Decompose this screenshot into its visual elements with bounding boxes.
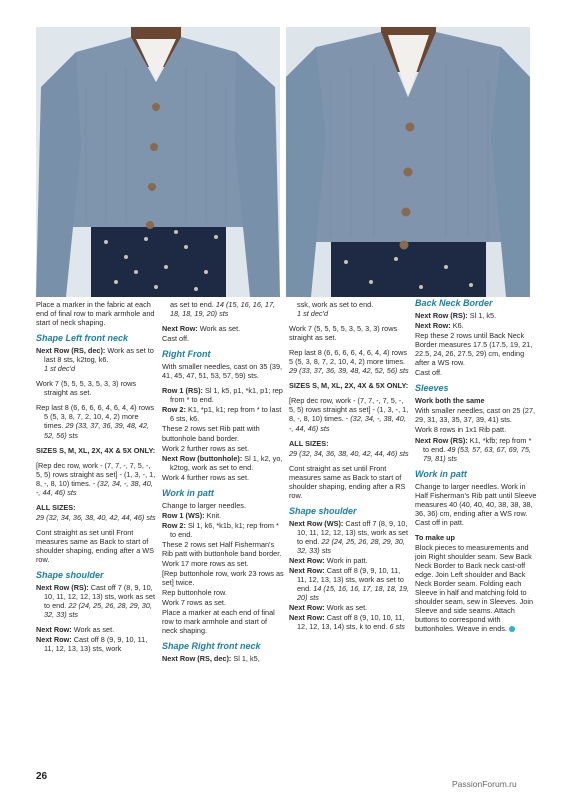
end-dot-icon	[509, 626, 515, 632]
instruction-row: ssk, work as set to end. 1 st dec'd	[297, 300, 374, 319]
instruction-row: Next Row (RS, dec): Work as set to last 8 sts, k2tog, k6. 1 st dec'd	[36, 346, 154, 374]
instruction-row: Rep last 8 (6, 6, 6, 6, 4, 6, 4, 4) rows 5 (5, 3, 8, 7, 2, 10, 4, 2) more times. 29 (33, 37, 36, 39, 48, 42, 52, 56) sts	[36, 403, 155, 440]
instruction-row: Cast off.	[162, 334, 190, 344]
heading-work-in-patt: Work in patt	[415, 468, 467, 479]
instruction-row: Next Row: Cast off 8 (9, 9, 10, 11, 11, 12, 13, 13) sts, work	[36, 635, 148, 654]
heading-shape-shoulder: Shape shoulder	[289, 505, 357, 516]
watermark: PassionForum.ru	[452, 779, 517, 789]
heading-work-in-patt: Work in patt	[162, 487, 214, 498]
sizes-heading: SIZES S, M, XL, 2X, 4X & 5X ONLY:	[289, 381, 409, 391]
instruction-row: Next Row (RS, dec): Sl 1, k5,	[162, 654, 260, 664]
instruction-row: These 2 rows set Rib patt with buttonhole band border.	[162, 424, 260, 443]
instruction-row: Next Row: Work as set.	[36, 625, 115, 635]
instruction-row: Cont straight as set until Front measures same as Back to start of shoulder shaping, ending after a RS row.	[289, 463, 406, 500]
instruction-row: Next Row: Cast off 8 (9, 10, 10, 11, 12, 12, 13, 14) sts, k to end. 6 sts	[289, 613, 405, 632]
marker-note: Place a marker in the fabric at each end of final row to mark armhole and start of neck shaping.	[36, 300, 155, 328]
instruction-row: Row 2: K1, *p1, k1; rep from * to last 6 sts, k6.	[162, 405, 282, 424]
make-up-instructions: Block pieces to measurements and join Right shoulder seam. Sew Back Neck Border to Back neck cast-off edge. Join Left shoulder and Back Neck Border seam. Folding each Sleeve in half and matching fold to shoulder seam, sew in Sleeves. Join Sleeve and side seams. Attach buttons to correspond with buttonholes. Weave in ends.	[415, 542, 534, 634]
subheading-work-both: Work both the same	[415, 396, 485, 406]
instruction-row: Rep last 8 (6, 6, 6, 6, 4, 6, 4, 4) rows 5 (5, 3, 8, 7, 2, 10, 4, 2) more times. 29 (33, 37, 36, 39, 48, 42, 52, 56) sts	[289, 348, 409, 376]
instruction-row: With smaller needles, cast on 35 (39, 41, 45, 47, 51, 53, 57, 59) sts.	[162, 362, 283, 381]
instruction-row: Change to larger needles.	[162, 500, 246, 510]
instruction-row: Work 4 further rows as set.	[162, 472, 250, 482]
subheading-to-make-up: To make up	[415, 532, 456, 542]
heading-back-neck-border: Back Neck Border	[415, 298, 493, 308]
instruction-row: These 2 rows set Half Fisherman's Rib patt with buttonhole band border.	[162, 539, 282, 558]
column-3	[289, 300, 411, 637]
instruction-row: Work 7 (5, 5, 5, 5, 3, 5, 3, 3) rows straight as set.	[289, 324, 398, 343]
heading-sleeves: Sleeves	[415, 383, 449, 394]
column-2	[162, 300, 284, 669]
all-sizes-heading: ALL SIZES:	[289, 438, 329, 448]
instruction-row: Row 1 (WS): Knit.	[162, 510, 222, 520]
instruction-row: Work 7 (5, 5, 5, 3, 5, 3, 3) rows straight as set.	[36, 379, 137, 398]
all-sizes-heading: ALL SIZES:	[36, 502, 76, 512]
instruction-row: Next Row (buttonhole): Sl 1, k2, yo, k2tog, work as set to end.	[162, 453, 283, 472]
page-number: 26	[36, 771, 48, 782]
sizes-heading: SIZES S, M, XL, 2X, 4X & 5X ONLY:	[36, 445, 156, 455]
heading-shape-left-front-neck: Shape Left front neck	[36, 333, 129, 344]
instruction-row: Cont straight as set until Front measures same as Back to start of shoulder shaping, ending after a WS row.	[36, 527, 155, 565]
instruction-row: [Rep buttonhole row, work 23 rows as set] twice.	[162, 569, 284, 588]
instruction-row: Work 2 further rows as set.	[162, 443, 250, 453]
instruction-row: Next Row (WS): Cast off 7 (8, 9, 10, 10, 11, 12, 12, 13) sts, work as set to end. 22 (24, 25, 26, 28, 29, 30, 32, 33) sts	[289, 518, 408, 555]
instruction-row: Next Row: Cast off 8 (9, 9, 10, 11, 11, 12, 13, 13) sts, work as set to end. 14 (15, 16, 16, 17, 18, 18, 19, 20) sts	[289, 566, 409, 603]
instruction-row: as set to end. 14 (15, 16, 16, 17, 18, 18, 19, 20) sts	[170, 300, 276, 319]
photo-model-closeup	[286, 27, 530, 297]
heading-shape-shoulder: Shape shoulder	[36, 570, 104, 581]
instruction-row: Work 8 rows in 1x1 Rib patt.	[415, 425, 507, 435]
instruction-row: Cast off.	[415, 368, 443, 378]
photo-model-full	[36, 27, 280, 297]
instruction-row: Change to larger needles. Work in Half Fisherman's Rib patt until Sleeve measures 40 (40, 40, 40, 38, 38, 38, 36, 36) cm, ending after a WS row. Cast off in patt.	[415, 481, 537, 527]
instruction-row: Next Row: Work as set.	[162, 324, 241, 334]
instruction-row: [Rep dec row, work - (7, 7, -, 7, 5, -, 5, 5) rows straight as set] - (1, 3, -, 1, 8, -, 8, 10) times. - (32, 34, -, 38, 40, -, 44, 46) sts	[289, 396, 409, 433]
heading-right-front: Right Front	[162, 349, 211, 360]
instruction-row: Next Row (RS): Cast off 7 (8, 9, 10, 10, 11, 12, 12, 13) sts, work as set to end. 22 (24, 25, 26, 28, 29, 30, 32, 33) sts	[36, 583, 155, 620]
instruction-row: Work 7 rows as set.	[162, 598, 226, 608]
cardigan-photo-left	[36, 27, 280, 297]
stitch-count: 29 (32, 34, 36, 38, 40, 42, 44, 46) sts	[289, 448, 409, 458]
instruction-row: Next Row: Work in patt.	[289, 556, 368, 566]
instruction-row: Next Row (RS): K1, *kfb; rep from * to end. 49 (53, 57, 63, 67, 69, 75, 79, 81) sts	[415, 435, 532, 463]
instruction-row: Row 2: Sl 1, k6, *k1b, k1; rep from * to end.	[162, 520, 279, 539]
instruction-row: Work 17 more rows as set.	[162, 559, 249, 569]
column-1	[36, 300, 158, 659]
instruction-row: Next Row: Work as set.	[289, 603, 368, 613]
instruction-row: Row 1 (RS): Sl 1, k5, p1, *k1, p1; rep from * to end.	[162, 386, 283, 405]
stitch-count: 29 (32, 34, 36, 38, 40, 42, 44, 46) sts	[36, 512, 156, 522]
instruction-row: With smaller needles, cast on 25 (27, 29, 31, 33, 35, 37, 39, 41) sts.	[415, 406, 536, 425]
instruction-row: Rep these 2 rows until Back Neck Border measures 17.5 (17.5, 19, 21, 22.5, 24, 26, 27.5, 29) cm, ending after a WS row.	[415, 331, 533, 368]
instruction-row: [Rep dec row, work - (7, 7, -, 7, 5, -, 5, 5) rows straight as set] - (1, 3, -, 1, 8, -, 8, 10) times. - (32, 34, -, 38, 40, -, 44, 46) sts	[36, 460, 156, 497]
instruction-row: Place a marker at each end of final row to mark armhole and start of neck shaping.	[162, 608, 275, 636]
cardigan-photo-right	[286, 27, 530, 297]
column-4	[415, 298, 537, 639]
instruction-row: Rep buttonhole row.	[162, 588, 227, 598]
instruction-row: Next Row (RS): Sl 1, k5.	[415, 311, 497, 320]
instruction-row: Next Row: K6.	[415, 321, 464, 331]
heading-shape-right-front-neck: Shape Right front neck	[162, 641, 261, 652]
